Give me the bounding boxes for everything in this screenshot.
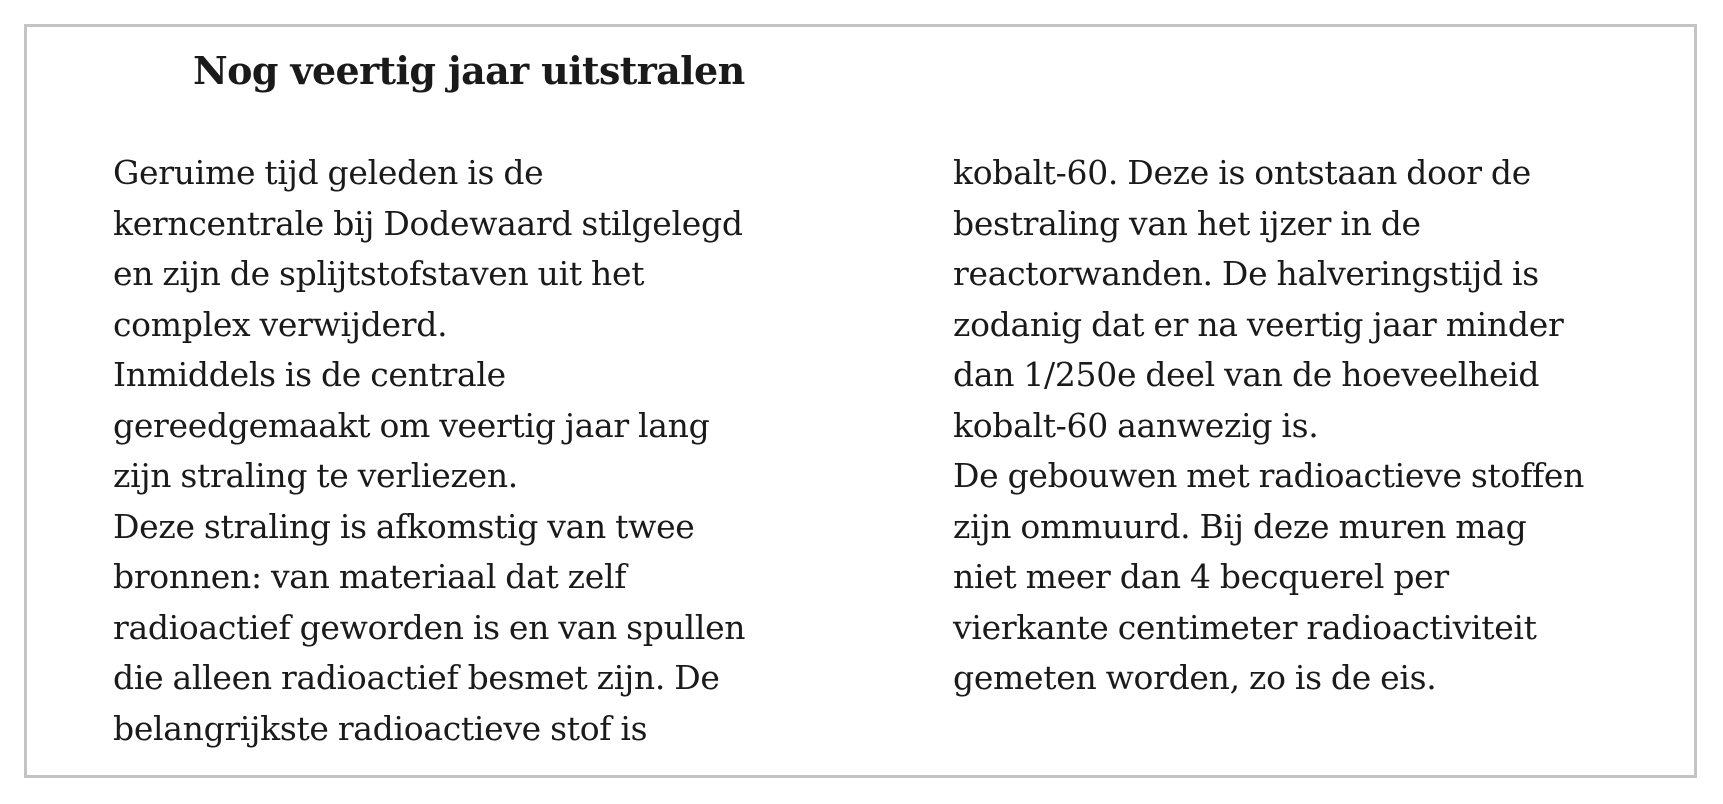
text-line: Geruime tijd geleden is de xyxy=(113,153,544,192)
text-line: bestraling van het ijzer in de xyxy=(953,203,1421,243)
text-line: zijn ommuurd. Bij deze muren mag xyxy=(953,506,1527,546)
text-line: zodanig dat er na veertig jaar minder xyxy=(953,304,1564,344)
text-line: vierkante centimeter radioactiviteit xyxy=(953,607,1537,647)
text-line: De gebouwen met radioactieve stoffen xyxy=(953,456,1585,495)
text-line: Deze straling is afkomstig van twee xyxy=(113,506,695,546)
text-line: gemeten worden, zo is de eis. xyxy=(953,658,1437,697)
text-line: die alleen radioactief besmet zijn. De xyxy=(113,658,720,697)
text-line: gereedgemaakt om veertig jaar lang xyxy=(113,405,710,445)
text-line: zijn straling te verliezen. xyxy=(113,456,518,495)
text-line: dan 1/250e deel van de hoeveelheid xyxy=(953,355,1540,394)
text-line: kerncentrale bij Dodewaard stilgelegd xyxy=(113,203,743,243)
text-line: kobalt-60. Deze is ontstaan door de xyxy=(953,153,1531,192)
text-line: radioactief geworden is en van spullen xyxy=(113,607,746,647)
text-line: complex verwijderd. xyxy=(113,304,448,344)
text-line: bronnen: van materiaal dat zelf xyxy=(113,557,627,596)
article-column-left xyxy=(113,148,745,754)
text-line: Inmiddels is de centrale xyxy=(113,355,506,394)
text-line: reactorwanden. De halveringstijd is xyxy=(953,254,1539,293)
article-title: Nog veertig jaar uitstralen xyxy=(193,48,745,93)
text-line: niet meer dan 4 becquerel per xyxy=(953,557,1449,596)
text-line: kobalt-60 aanwezig is. xyxy=(953,405,1319,445)
article-column-right xyxy=(953,148,1584,704)
text-line: en zijn de splijtstofstaven uit het xyxy=(113,254,645,293)
text-line: belangrijkste radioactieve stof is xyxy=(113,708,648,748)
